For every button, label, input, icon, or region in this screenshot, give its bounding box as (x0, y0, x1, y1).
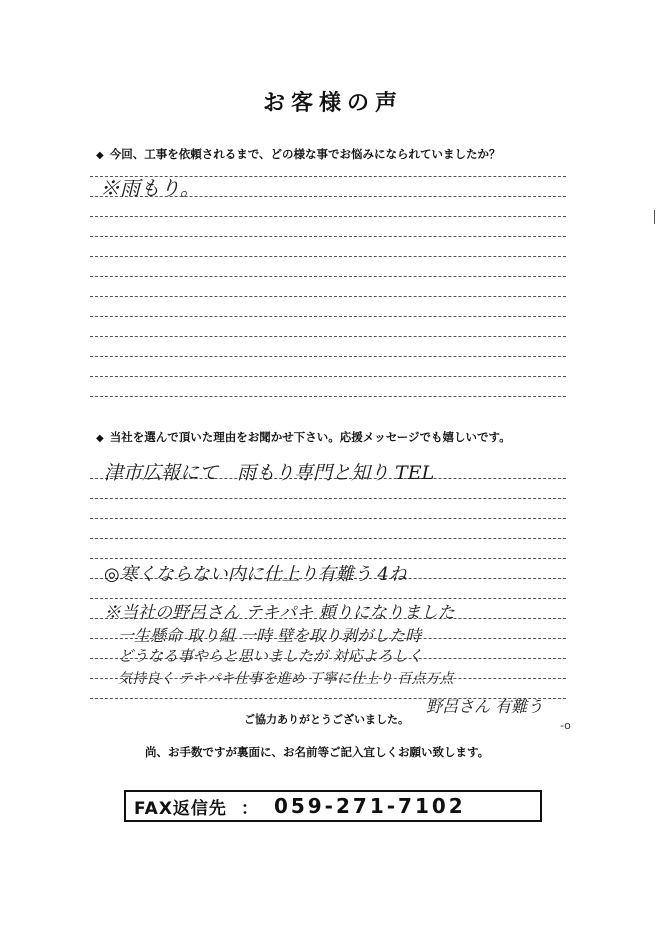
answer-2-handwriting-line1: 津市広報にて 雨もり専門と知り TEL (104, 462, 435, 484)
diamond-bullet-icon: ◆ (96, 433, 104, 444)
ruled-line (90, 276, 566, 277)
ruled-line (90, 558, 566, 559)
diamond-bullet-icon: ◆ (96, 150, 104, 161)
ruled-line (90, 236, 566, 237)
ruled-line (90, 356, 566, 357)
question-1 (96, 146, 500, 162)
question-2 (96, 429, 511, 445)
ruled-line (90, 538, 566, 539)
fax-number: 059-271-7102 (273, 794, 466, 818)
page-title: お客様の声 (262, 91, 403, 116)
fax-colon: ： (240, 798, 258, 819)
answer-2-handwriting-line7: 野呂さん 有難う (426, 697, 544, 716)
question-1-text: 今回、工事を依頼されるまで、どの様な事でお悩みになられていましたか？ (109, 147, 501, 161)
ruled-line (90, 396, 566, 397)
ruled-line (90, 376, 566, 377)
edge-mark (654, 210, 655, 224)
ruled-line (90, 216, 566, 217)
answer-1-handwriting: ※雨もり。 (100, 176, 200, 200)
answer-2-handwriting-line5: どうなる事やらと思いましたが 対応よろしく (118, 647, 423, 665)
fax-box (124, 790, 542, 822)
answer-2-handwriting-line6: 気持良く テキパキ仕事を進め 丁寧に仕上り 百点万点 (118, 671, 454, 687)
question-2-text: 当社を選んで頂いた理由をお聞かせ下さい。応援メッセージでも嬉しいです。 (109, 430, 511, 444)
ruled-line (90, 256, 566, 257)
ruled-line (90, 296, 566, 297)
ruled-line (90, 336, 566, 337)
ruled-line (90, 518, 566, 519)
answer-2-handwriting-line2: ◎寒くならない内に仕上り有難う 4ね (104, 564, 407, 585)
answer-2-handwriting-line3: ※当社の野呂さん テキパキ 頼りになりました (104, 603, 455, 623)
stray-mark: -o (560, 719, 571, 732)
thanks-text: ご協力ありがとうございました。 (244, 713, 409, 726)
ruled-line (90, 316, 566, 317)
fax-label: FAX返信先 (134, 798, 227, 819)
ruled-line (90, 498, 566, 499)
answer-2-handwriting-line4: 一生懸命 取り組 一時 壁を取り剥がした時 (118, 626, 422, 645)
return-note: 尚、お手数ですが裏面に、お名前等ご記入宜しくお願い致します。 (145, 745, 490, 759)
